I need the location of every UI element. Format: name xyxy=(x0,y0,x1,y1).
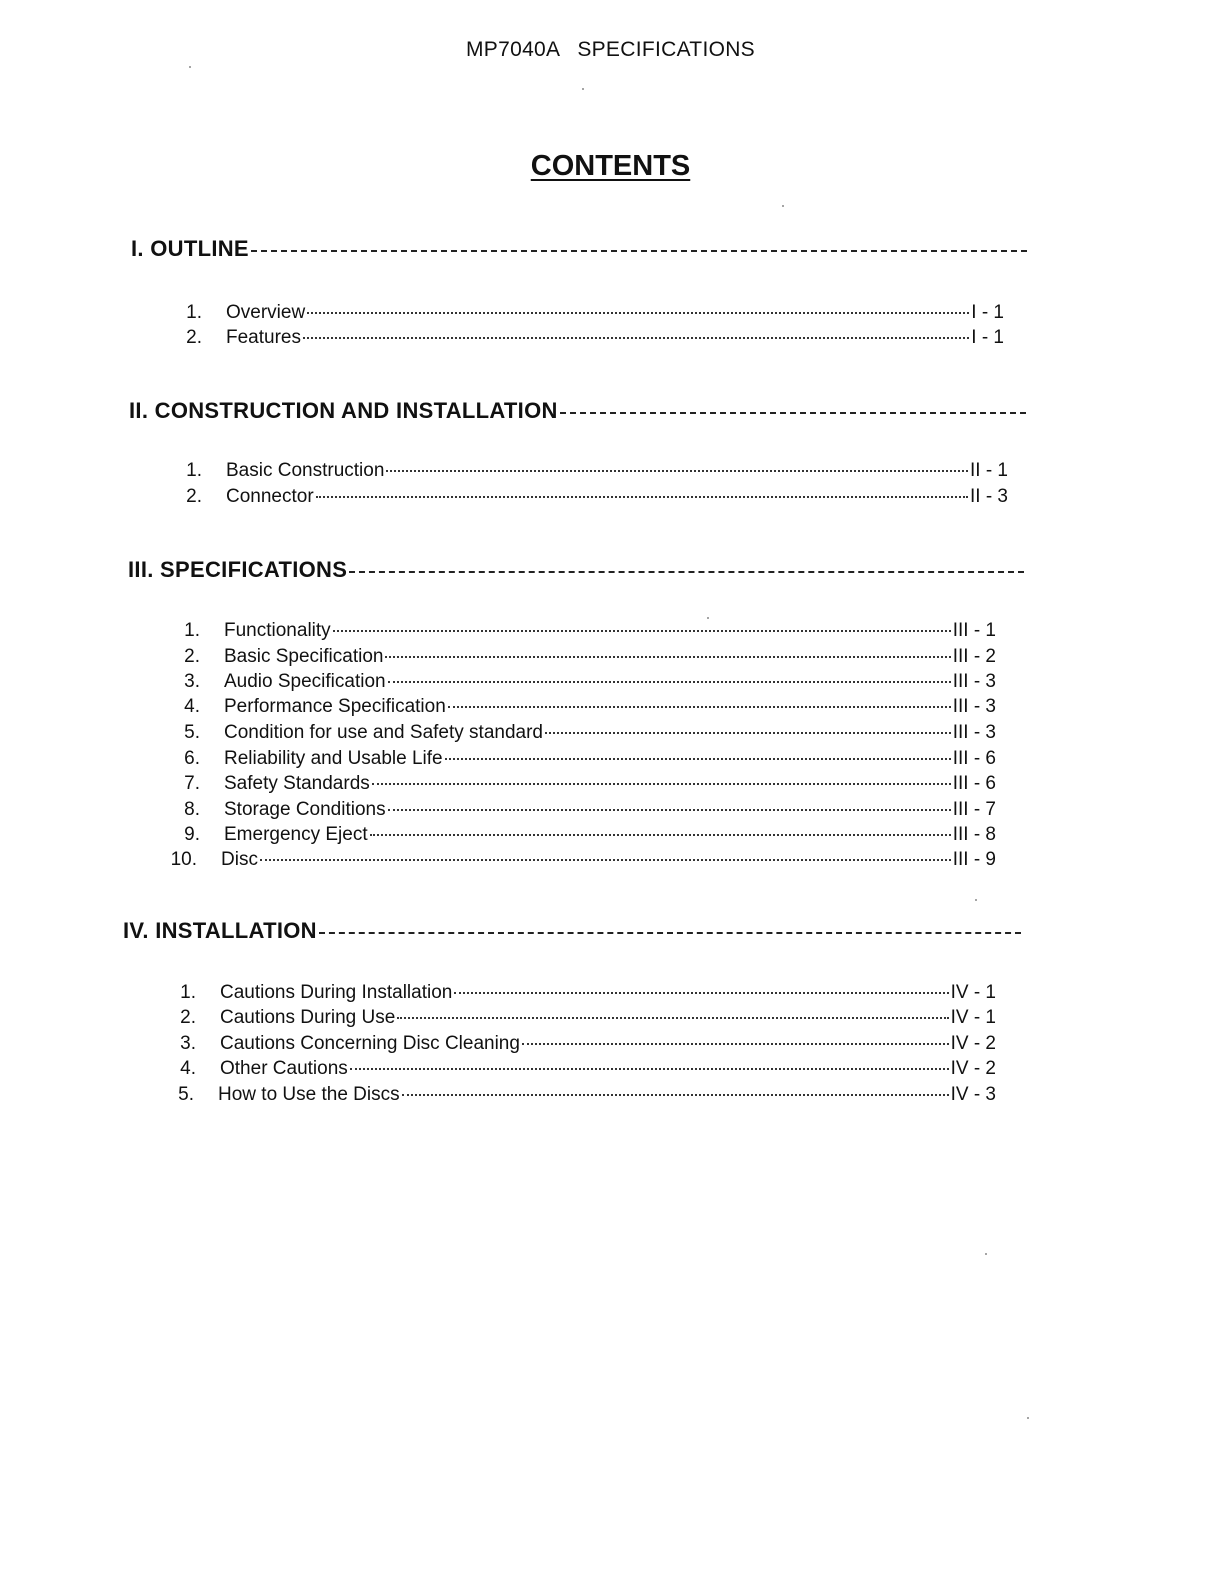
entry-number: 4. xyxy=(180,1058,196,1079)
entry-page: III - 6 xyxy=(952,748,996,769)
dot-leader xyxy=(350,1068,949,1070)
dot-leader xyxy=(445,758,951,760)
entry-label: Features xyxy=(226,327,301,348)
entry-label: Other Cautions xyxy=(220,1058,348,1079)
scan-speck xyxy=(1027,1417,1029,1419)
entry-number: 1. xyxy=(186,460,202,481)
entry-number: 10. xyxy=(170,849,197,870)
section-heading-label: II. CONSTRUCTION AND INSTALLATION xyxy=(129,398,558,423)
entry-label: Connector xyxy=(226,486,314,507)
entry-page: III - 8 xyxy=(952,824,996,845)
dot-leader xyxy=(316,496,968,498)
dot-leader xyxy=(260,859,951,861)
entry-page: III - 6 xyxy=(952,773,996,794)
scan-speck xyxy=(707,617,709,619)
dot-leader xyxy=(386,470,968,472)
entry-label: Overview xyxy=(226,302,306,323)
toc-entry[interactable] xyxy=(166,976,996,1001)
entry-page: IV - 1 xyxy=(950,982,996,1003)
entry-page: III - 3 xyxy=(952,722,996,743)
scan-speck xyxy=(582,88,584,90)
entry-number: 8. xyxy=(184,799,200,820)
entry-page: IV - 2 xyxy=(950,1058,996,1079)
dot-leader xyxy=(370,834,951,836)
toc-entry[interactable] xyxy=(166,1001,996,1026)
scan-speck xyxy=(782,205,784,207)
dot-leader xyxy=(372,783,951,785)
toc-entry[interactable] xyxy=(172,454,1008,479)
dot-leader xyxy=(388,809,951,811)
dot-leader xyxy=(385,656,950,658)
dot-leader xyxy=(522,1043,949,1045)
scan-speck xyxy=(975,899,977,901)
entry-number: 7. xyxy=(184,773,200,794)
entry-label: Functionality xyxy=(224,620,331,641)
toc-entry[interactable] xyxy=(170,742,996,767)
entry-number: 5. xyxy=(178,1084,194,1105)
page-header: MP7040A SPECIFICATIONS xyxy=(466,38,755,61)
entry-number: 1. xyxy=(180,982,196,1003)
entry-label: Reliability and Usable Life xyxy=(224,748,443,769)
entry-label: Disc xyxy=(221,849,258,870)
toc-entry[interactable] xyxy=(164,1078,996,1103)
entry-number: 4. xyxy=(184,696,200,717)
section-heading-label: I. OUTLINE xyxy=(131,236,249,261)
entry-label: Storage Conditions xyxy=(224,799,386,820)
entry-label: Condition for use and Safety standard xyxy=(224,722,543,743)
section-heading-label: IV. INSTALLATION xyxy=(123,918,317,943)
entry-number: 9. xyxy=(184,824,200,845)
entry-page: IV - 1 xyxy=(950,1007,996,1028)
entry-number: 1. xyxy=(186,302,202,323)
toc-entry[interactable] xyxy=(170,690,996,715)
toc-entry[interactable] xyxy=(170,640,996,665)
dash-leader xyxy=(560,412,1026,414)
toc-entry[interactable] xyxy=(170,665,996,690)
dash-leader xyxy=(251,250,1027,252)
dash-leader xyxy=(319,932,1021,934)
toc-entry[interactable] xyxy=(170,716,996,741)
toc-entry[interactable] xyxy=(170,614,996,639)
entry-number: 2. xyxy=(186,327,202,348)
entry-number: 2. xyxy=(184,646,200,667)
section-heading-specifications xyxy=(128,557,1024,583)
toc-entry[interactable] xyxy=(167,843,996,868)
dot-leader xyxy=(333,630,951,632)
entry-label: Emergency Eject xyxy=(224,824,368,845)
entry-label: How to Use the Discs xyxy=(218,1084,400,1105)
dot-leader xyxy=(307,312,969,314)
dot-leader xyxy=(402,1094,949,1096)
entry-page: III - 9 xyxy=(952,849,996,870)
entry-number: 3. xyxy=(180,1033,196,1054)
contents-title: CONTENTS xyxy=(530,150,691,182)
entry-page: III - 7 xyxy=(952,799,996,820)
section-heading-construction xyxy=(129,398,1026,424)
toc-entry[interactable] xyxy=(170,793,996,818)
entry-page: I - 1 xyxy=(971,327,1004,348)
entry-page: II - 3 xyxy=(969,486,1008,507)
entry-page: I - 1 xyxy=(971,302,1004,323)
dot-leader xyxy=(303,337,969,339)
entry-page: III - 2 xyxy=(952,646,996,667)
entry-number: 1. xyxy=(184,620,200,641)
section-heading-installation xyxy=(123,918,1021,944)
entry-page: III - 3 xyxy=(952,671,996,692)
dot-leader xyxy=(454,992,948,994)
dot-leader xyxy=(448,706,951,708)
entry-page: IV - 2 xyxy=(950,1033,996,1054)
entry-number: 2. xyxy=(186,486,202,507)
toc-entry[interactable] xyxy=(166,1052,996,1077)
toc-entry[interactable] xyxy=(172,296,1004,321)
dot-leader xyxy=(388,681,951,683)
dot-leader xyxy=(397,1017,948,1019)
entry-label: Basic Construction xyxy=(226,460,385,481)
entry-page: IV - 3 xyxy=(950,1084,996,1105)
scan-speck xyxy=(985,1253,987,1255)
scan-speck xyxy=(189,66,191,68)
entry-page: III - 1 xyxy=(952,620,996,641)
dash-leader xyxy=(349,571,1024,573)
entry-label: Performance Specification xyxy=(224,696,446,717)
toc-entry[interactable] xyxy=(172,321,1004,346)
entry-label: Audio Specification xyxy=(224,671,386,692)
section-heading-label: III. SPECIFICATIONS xyxy=(128,557,348,582)
entry-page: III - 3 xyxy=(952,696,996,717)
entry-number: 5. xyxy=(184,722,200,743)
toc-entry[interactable] xyxy=(170,818,996,843)
entry-label: Cautions During Installation xyxy=(220,982,453,1003)
entry-number: 2. xyxy=(180,1007,196,1028)
entry-label: Safety Standards xyxy=(224,773,370,794)
dot-leader xyxy=(545,732,951,734)
entry-number: 6. xyxy=(184,748,200,769)
toc-entry[interactable] xyxy=(172,480,1008,505)
toc-entry[interactable] xyxy=(170,767,996,792)
entry-page: II - 1 xyxy=(969,460,1008,481)
entry-label: Cautions During Use xyxy=(220,1007,396,1028)
entry-number: 3. xyxy=(184,671,200,692)
section-heading-outline xyxy=(131,236,1027,262)
entry-label: Cautions Concerning Disc Cleaning xyxy=(220,1033,520,1054)
entry-label: Basic Specification xyxy=(224,646,384,667)
toc-entry[interactable] xyxy=(166,1027,996,1052)
